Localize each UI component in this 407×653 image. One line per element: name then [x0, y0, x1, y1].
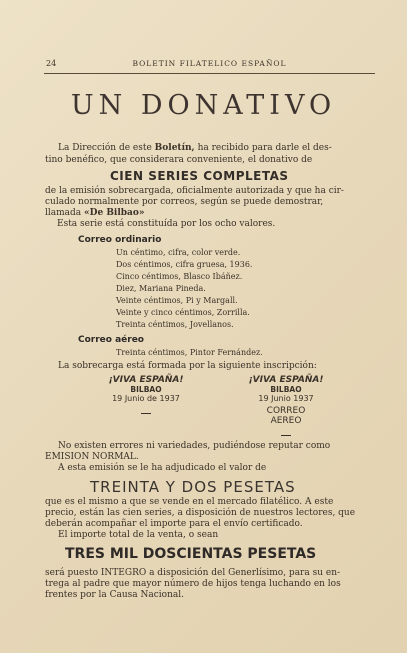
article-title: UN DONATIVO — [70, 90, 337, 121]
list-item: Treinta céntimos, Pintor Fernández. — [116, 348, 263, 357]
final-line-1: será puesto INTEGRO a disposición del Generlísimo, para su en- — [45, 568, 341, 578]
stamp-overprint-right — [240, 375, 332, 438]
boletin-word: Boletín, — [154, 143, 195, 153]
list-item: Un céntimo, cifra, color verde. — [116, 248, 241, 257]
stamp-city: BILBAO — [130, 385, 162, 394]
intro-line-4: culado normalmente por correos, según se puede demostrar, — [45, 197, 324, 207]
stamp-overprint-left — [100, 375, 192, 416]
page-number: 24 — [46, 59, 57, 68]
mercado-line-3: deberán acompañar el importe para el envío certificado. — [45, 519, 303, 529]
intro-text: La Dirección de este — [58, 143, 152, 153]
de-bilbao: «De Bilbao» — [84, 208, 145, 218]
stamp-date: 19 Junio de 1937 — [112, 394, 180, 403]
stamp-dash — [281, 435, 291, 436]
intro-line-1 — [58, 143, 332, 154]
publication-name: BOLETIN FILATELICO ESPAÑOL — [132, 59, 287, 68]
intro-line-6: Esta serie está constituída por los ocho valores. — [57, 219, 276, 229]
list-item: Dos céntimos, cifra gruesa, 1936. — [116, 260, 253, 269]
cien-series-heading: CIEN SERIES COMPLETAS — [110, 169, 289, 183]
list-item: Cinco céntimos, Blasco Ibáñez. — [116, 272, 243, 281]
page-header — [44, 57, 375, 74]
viva-espana-text: ¡VIVA ESPAÑA! — [248, 375, 324, 385]
stamp-date: 19 Junio 1937 — [258, 394, 314, 403]
intro-line-5 — [45, 208, 145, 219]
sobrecarga-line: La sobrecarga está formada por la siguiente inscripción: — [58, 361, 317, 371]
final-line-2: trega al padre que mayor número de hijos tenga luchando en los — [45, 579, 341, 589]
list-item: Treinta céntimos, Jovellanos. — [116, 320, 234, 329]
viva-espana-text: ¡VIVA ESPAÑA! — [108, 375, 184, 385]
list-item: Diez, Mariana Pineda. — [116, 284, 206, 293]
stamp-aereo: AEREO — [270, 416, 302, 426]
errores-line-1: No existen errores ni variedades, pudiéndose reputar como — [58, 441, 331, 451]
list-item: Veinte y cinco céntimos, Zorrilla. — [116, 308, 250, 317]
valor-heading: TREINTA Y DOS PESETAS — [90, 478, 296, 496]
stamp-city: BILBAO — [270, 385, 302, 394]
correo-ordinario-heading: Correo ordinario — [78, 235, 162, 245]
mercado-line-1: que es el mismo a que se vende en el mercado filatélico. A este — [45, 497, 334, 507]
stamp-dash — [141, 413, 151, 414]
stamp-correo: CORREO — [266, 406, 306, 416]
intro-line-2: tino benéfico, que considerara conveniente, el donativo de — [45, 155, 313, 165]
intro-text: ha recibido para darle el des- — [197, 143, 332, 153]
intro-line-3: de la emisión sobrecargada, oficialmente autorizada y que ha cir- — [45, 186, 344, 196]
final-line-3: frentes por la Causa Nacional. — [45, 590, 184, 600]
intro-text: llamada — [45, 208, 82, 218]
errores-line-3: A esta emisión se le ha adjudicado el valor de — [58, 463, 267, 473]
mercado-line-4: El importe total de la venta, o sean — [58, 530, 219, 540]
errores-line-2: EMISION NORMAL. — [45, 452, 139, 462]
correo-aereo-heading: Correo aéreo — [78, 335, 144, 345]
total-heading: TRES MIL DOSCIENTAS PESETAS — [65, 546, 317, 562]
mercado-line-2: precio, están las cien series, a disposición de nuestros lectores, que — [45, 508, 356, 518]
list-item: Veinte céntimos, Pi y Margall. — [116, 296, 238, 305]
